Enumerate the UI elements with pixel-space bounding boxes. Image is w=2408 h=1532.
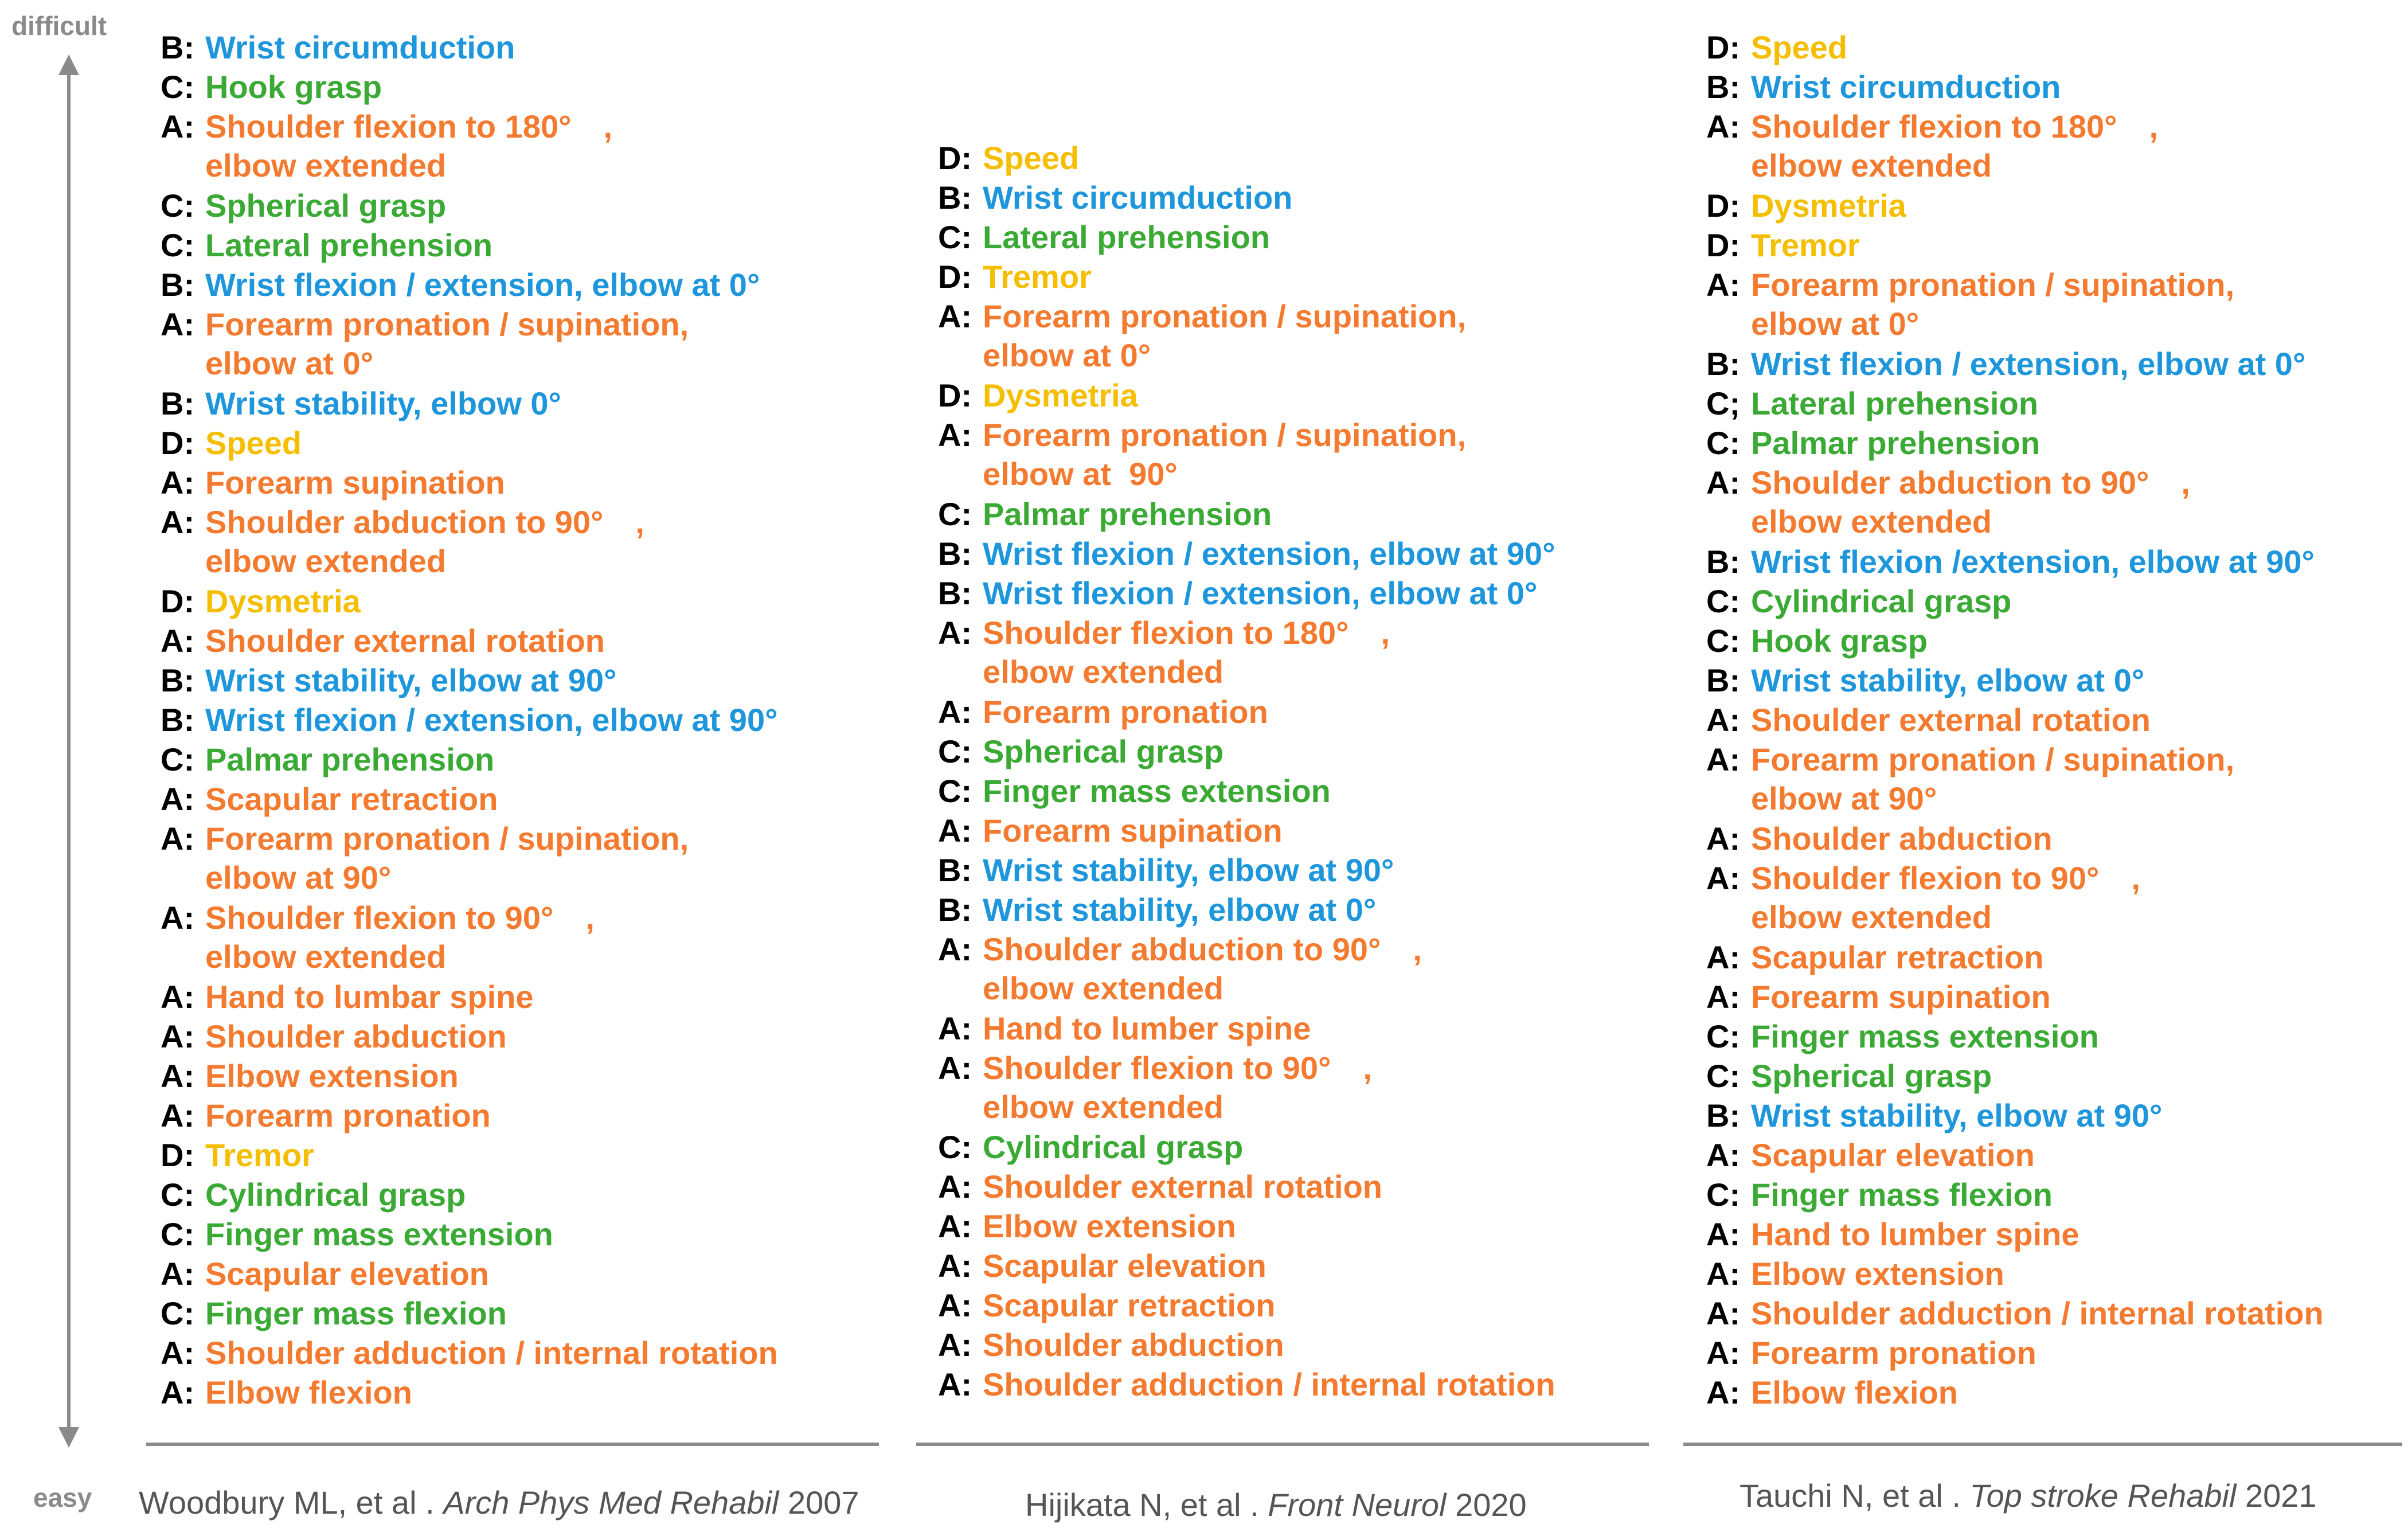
task-item [161, 1018, 778, 1060]
task-label: Finger mass extension [983, 773, 1331, 809]
category-prefix: C: [938, 733, 972, 769]
task-item [1706, 704, 2324, 744]
task-item [161, 662, 778, 704]
task-label: Palmar prehension [983, 496, 1272, 532]
task-label: Elbow flexion [1751, 1374, 1958, 1410]
category-prefix: A: [161, 781, 195, 817]
category-prefix: A: [1706, 820, 1741, 857]
task-label: Cylindrical grasp [205, 1177, 466, 1213]
category-prefix: B: [938, 575, 972, 611]
task-label: Wrist flexion / extension, elbow at 0° [983, 575, 1538, 611]
task-item [938, 733, 1555, 775]
category-prefix: D: [1706, 227, 1741, 263]
task-label: Shoulder abduction to 90° , elbow extended [1751, 464, 2190, 540]
task-item [938, 617, 1555, 696]
category-prefix: A: [161, 306, 195, 342]
task-item [938, 894, 1555, 933]
task-item [938, 933, 1555, 1013]
category-prefix: A: [1706, 108, 1741, 144]
citation-journal: Top stroke Rehabil [1969, 1478, 2237, 1514]
task-item [938, 498, 1555, 538]
category-prefix: A: [161, 1097, 195, 1134]
citation-year: 2020 [1455, 1487, 1527, 1523]
task-item [1706, 1297, 2324, 1337]
category-prefix: B: [161, 29, 195, 65]
task-label: Shoulder external rotation [1751, 702, 2151, 738]
task-item [161, 1337, 778, 1377]
task-item [938, 1168, 1555, 1210]
category-prefix: A: [161, 504, 195, 540]
task-item [161, 820, 778, 902]
task-item [1706, 29, 2324, 71]
category-prefix: B: [1706, 69, 1741, 105]
task-item [1706, 1060, 2324, 1100]
task-label: Forearm pronation [983, 694, 1268, 730]
task-item [161, 704, 778, 744]
category-prefix: C; [1706, 385, 1741, 421]
category-prefix: B: [938, 852, 972, 888]
category-prefix: C: [161, 1216, 195, 1252]
task-label: Palmar prehension [1751, 425, 2040, 461]
task-item [1706, 1258, 2324, 1297]
axis-bottom-label: easy [33, 1483, 92, 1513]
task-item [938, 1366, 1555, 1408]
category-prefix: A: [161, 820, 195, 857]
task-item [938, 1210, 1555, 1250]
task-item [938, 854, 1555, 894]
category-prefix: C: [1706, 1177, 1741, 1213]
task-item [161, 427, 778, 467]
task-item [161, 308, 778, 388]
citation-journal: Front Neurol [1268, 1487, 1447, 1523]
category-prefix: A: [938, 931, 972, 967]
task-label: Dysmetria [983, 377, 1138, 413]
category-prefix: A: [1706, 1216, 1741, 1252]
task-item [161, 741, 778, 783]
task-item [161, 625, 778, 665]
category-prefix: A: [938, 1248, 972, 1284]
task-label: Shoulder flexion to 90° , elbow extended [1751, 860, 2140, 935]
task-item [161, 29, 778, 71]
category-prefix: A: [1706, 267, 1741, 303]
category-prefix: D: [1706, 187, 1741, 224]
task-label: Wrist stability, elbow at 0° [983, 892, 1377, 928]
task-label: Scapular retraction [205, 781, 498, 817]
task-label: Wrist circumduction [1751, 69, 2061, 105]
category-prefix: A: [161, 900, 195, 936]
citation-authors: Hijikata N, et al . [1025, 1487, 1259, 1523]
category-prefix: B: [938, 179, 972, 216]
category-prefix: A: [1706, 702, 1741, 738]
task-item [938, 1250, 1555, 1289]
category-prefix: A: [1706, 741, 1741, 777]
task-label: Scapular elevation [205, 1256, 489, 1292]
task-label: Forearm pronation / supination, elbow at 0° [1751, 267, 2235, 342]
task-label: Shoulder abduction to 90° , elbow extended [983, 931, 1422, 1006]
task-label: Speed [983, 140, 1080, 176]
task-label: Speed [1751, 29, 1848, 65]
task-label: Forearm supination [205, 464, 505, 501]
task-label: Shoulder abduction [1751, 820, 2053, 857]
category-prefix: A: [1706, 1295, 1741, 1331]
task-item [161, 1179, 778, 1218]
category-prefix: B: [1706, 346, 1741, 382]
task-label: Forearm pronation [1751, 1335, 2036, 1371]
citation-year: 2007 [787, 1484, 859, 1521]
task-item [1706, 625, 2324, 665]
task-label: Cylindrical grasp [1751, 583, 2012, 619]
category-prefix: A: [938, 417, 972, 453]
task-label: Scapular elevation [983, 1248, 1266, 1284]
category-prefix: A: [161, 464, 195, 501]
task-label: Forearm pronation [205, 1097, 491, 1134]
category-prefix: D: [938, 140, 972, 176]
task-label: Spherical grasp [983, 733, 1224, 769]
task-item [938, 1131, 1555, 1171]
category-prefix: A: [161, 1058, 195, 1094]
citation-woodbury [139, 1484, 859, 1521]
task-item [1706, 1097, 2324, 1139]
task-label: Wrist stability, elbow at 90° [205, 662, 617, 698]
task-item [1706, 71, 2324, 111]
task-label: Cylindrical grasp [983, 1129, 1244, 1165]
task-label: Elbow extension [983, 1208, 1236, 1244]
task-label: Wrist stability, elbow at 0° [1751, 662, 2145, 698]
task-label: Wrist circumduction [205, 29, 515, 65]
task-label: Elbow extension [205, 1058, 459, 1094]
category-prefix: B: [1706, 662, 1741, 698]
task-label: Palmar prehension [205, 741, 495, 777]
task-item [1706, 1218, 2324, 1258]
category-prefix: D: [161, 583, 195, 619]
task-label: Forearm pronation / supination, elbow at 90° [205, 820, 689, 896]
citation-authors: Tauchi N, et al . [1739, 1478, 1961, 1514]
category-prefix: A: [161, 108, 195, 144]
category-prefix: A: [161, 1374, 195, 1410]
category-prefix: C: [161, 227, 195, 263]
task-item [938, 261, 1555, 300]
task-item [1706, 585, 2324, 625]
category-prefix: A: [938, 1010, 972, 1046]
citation-hijikata [1025, 1486, 1527, 1523]
task-item [938, 696, 1555, 736]
task-item [1706, 1139, 2324, 1179]
task-item [161, 269, 778, 308]
task-item [938, 1289, 1555, 1329]
category-prefix: A: [938, 1208, 972, 1244]
divider-hijikata [916, 1443, 1649, 1446]
task-label: Tremor [983, 259, 1092, 295]
task-item [938, 775, 1555, 815]
task-label: Forearm pronation / supination, elbow at 0° [205, 306, 689, 381]
task-item [1706, 941, 2324, 981]
task-label: Finger mass flexion [1751, 1177, 2053, 1213]
category-prefix: A: [938, 1168, 972, 1205]
task-label: Wrist flexion / extension, elbow at 0° [1751, 346, 2306, 382]
task-item [161, 385, 778, 427]
task-label: Lateral prehension [205, 227, 493, 263]
task-item [1706, 546, 2324, 585]
task-label: Wrist circumduction [983, 179, 1293, 216]
category-prefix: B: [1706, 1097, 1741, 1134]
task-item [938, 300, 1555, 380]
category-prefix: A: [1706, 1374, 1741, 1410]
task-label: Forearm pronation / supination, elbow at 0° [983, 298, 1467, 373]
task-label: Finger mass extension [1751, 1018, 2099, 1054]
task-label: Lateral prehension [983, 219, 1271, 255]
category-prefix: A: [161, 623, 195, 659]
task-item [938, 1052, 1555, 1131]
category-prefix: A: [1706, 939, 1741, 975]
task-label: Wrist stability, elbow 0° [205, 385, 561, 421]
column-tauchi [1706, 29, 2324, 1416]
task-item [161, 1374, 778, 1416]
task-item [161, 1139, 778, 1179]
task-item [1706, 981, 2324, 1021]
task-item [1706, 1179, 2324, 1218]
task-item [1706, 385, 2324, 427]
column-woodbury [161, 29, 778, 1416]
category-prefix: D: [161, 1137, 195, 1173]
task-item [161, 1097, 778, 1139]
divider-tauchi [1683, 1443, 2402, 1446]
task-item [161, 229, 778, 269]
task-item [938, 179, 1555, 221]
category-prefix: A: [161, 1335, 195, 1371]
task-item [1706, 187, 2324, 229]
task-item [1706, 108, 2324, 190]
category-prefix: A: [938, 1050, 972, 1086]
task-label: Shoulder flexion to 180° , elbow extended [1751, 108, 2159, 183]
task-label: Wrist flexion / extension, elbow at 0° [205, 267, 760, 303]
citation-tauchi [1739, 1477, 2317, 1514]
task-item [1706, 862, 2324, 941]
category-prefix: C: [1706, 583, 1741, 619]
task-item [1706, 427, 2324, 467]
category-prefix: A: [1706, 464, 1741, 501]
task-item [161, 1297, 778, 1337]
task-label: Shoulder flexion to 180° , elbow extended [205, 108, 613, 183]
category-prefix: B: [1706, 544, 1741, 580]
task-label: Scapular elevation [1751, 1137, 2035, 1173]
category-prefix: A: [1706, 1256, 1741, 1292]
task-item [1706, 1374, 2324, 1416]
category-prefix: A: [938, 1327, 972, 1363]
column-hijikata [938, 142, 1555, 1408]
task-label: Lateral prehension [1751, 385, 2039, 421]
category-prefix: C: [1706, 1018, 1741, 1054]
task-item [1706, 229, 2324, 269]
task-label: Shoulder adduction / internal rotation [983, 1366, 1555, 1402]
category-prefix: C: [161, 1177, 195, 1213]
task-label: Shoulder adduction / internal rotation [1751, 1295, 2324, 1331]
arrow-down-icon [58, 1427, 79, 1448]
task-item [1706, 820, 2324, 862]
category-prefix: C: [1706, 623, 1741, 659]
category-prefix: A: [938, 615, 972, 651]
task-item [161, 1060, 778, 1100]
category-prefix: A: [1706, 860, 1741, 896]
task-label: Finger mass extension [205, 1216, 553, 1252]
task-label: Hand to lumbar spine [205, 979, 534, 1015]
divider-woodbury [146, 1443, 879, 1446]
category-prefix: C: [938, 219, 972, 255]
category-prefix: B: [938, 892, 972, 928]
task-item [938, 1329, 1555, 1369]
task-label: Hook grasp [205, 69, 382, 105]
category-prefix: A: [161, 979, 195, 1015]
category-prefix: A: [938, 298, 972, 334]
task-label: Wrist flexion / extension, elbow at 90° [205, 702, 778, 738]
category-prefix: D: [938, 377, 972, 413]
task-label: Spherical grasp [205, 187, 447, 224]
task-label: Shoulder external rotation [205, 623, 605, 659]
task-item [1706, 741, 2324, 823]
task-item [938, 142, 1555, 182]
task-label: Hand to lumber spine [1751, 1216, 2079, 1252]
axis-line [67, 72, 71, 1431]
category-prefix: A: [938, 1366, 972, 1402]
task-label: Speed [205, 425, 302, 461]
task-label: Scapular retraction [1751, 939, 2044, 975]
task-item [161, 108, 778, 190]
task-item [1706, 1018, 2324, 1060]
task-label: Forearm pronation / supination, elbow at 90° [983, 417, 1467, 492]
task-item [161, 902, 778, 981]
task-item [1706, 269, 2324, 348]
task-label: Dysmetria [205, 583, 361, 619]
task-label: Forearm supination [1751, 979, 2051, 1015]
category-prefix: C: [161, 741, 195, 777]
task-label: Shoulder external rotation [983, 1168, 1382, 1205]
task-item [1706, 464, 2324, 546]
task-label: Elbow extension [1751, 1256, 2004, 1292]
category-prefix: A: [161, 1256, 195, 1292]
task-item [161, 783, 778, 823]
category-prefix: A: [161, 1018, 195, 1054]
citation-authors: Woodbury ML, et al . [139, 1484, 435, 1521]
task-item [161, 506, 778, 585]
task-item [161, 1218, 778, 1258]
category-prefix: C: [1706, 425, 1741, 461]
category-prefix: A: [938, 812, 972, 849]
task-item [1706, 348, 2324, 388]
task-label: Tremor [205, 1137, 314, 1173]
task-item [1706, 1337, 2324, 1377]
task-label: Hook grasp [1751, 623, 1928, 659]
category-prefix: C: [161, 1295, 195, 1331]
task-item [161, 585, 778, 625]
category-prefix: B: [161, 385, 195, 421]
category-prefix: B: [938, 536, 972, 572]
task-item [161, 71, 778, 111]
task-item [161, 981, 778, 1021]
task-item [938, 1010, 1555, 1052]
category-prefix: A: [1706, 979, 1741, 1015]
task-label: Wrist flexion / extension, elbow at 90° [983, 536, 1555, 572]
category-prefix: B: [161, 662, 195, 698]
task-label: Shoulder flexion to 180° , elbow extended [983, 615, 1390, 690]
task-label: Dysmetria [1751, 187, 1906, 224]
category-prefix: C: [938, 1129, 972, 1165]
category-prefix: B: [161, 702, 195, 738]
task-item [938, 538, 1555, 577]
category-prefix: A: [938, 694, 972, 730]
task-label: Elbow flexion [205, 1374, 412, 1410]
category-prefix: D: [1706, 29, 1741, 65]
axis-top-label: difficult [11, 11, 107, 41]
task-item [938, 377, 1555, 419]
category-prefix: D: [938, 259, 972, 295]
task-label: Forearm supination [983, 812, 1283, 849]
citation-journal: Arch Phys Med Rehabil [443, 1484, 779, 1521]
category-prefix: D: [161, 425, 195, 461]
task-label: Scapular retraction [983, 1287, 1276, 1323]
task-label: Wrist stability, elbow at 90° [1751, 1097, 2163, 1134]
task-item [161, 1258, 778, 1297]
category-prefix: A: [938, 1287, 972, 1323]
task-item [938, 221, 1555, 261]
category-prefix: C: [161, 69, 195, 105]
category-prefix: A: [1706, 1137, 1741, 1173]
task-item [1706, 662, 2324, 704]
category-prefix: B: [161, 267, 195, 303]
task-label: Hand to lumber spine [983, 1010, 1311, 1046]
task-label: Shoulder abduction [983, 1327, 1284, 1363]
category-prefix: C: [1706, 1058, 1741, 1094]
task-item [938, 577, 1555, 617]
task-label: Wrist stability, elbow at 90° [983, 852, 1394, 888]
task-label: Spherical grasp [1751, 1058, 1992, 1094]
citation-year: 2021 [2245, 1478, 2317, 1514]
category-prefix: C: [161, 187, 195, 224]
task-label: Shoulder abduction [205, 1018, 507, 1054]
category-prefix: C: [938, 773, 972, 809]
task-item [938, 419, 1555, 498]
task-label: Forearm pronation / supination, elbow at 90° [1751, 741, 2235, 816]
task-label: Shoulder flexion to 90° , elbow extended [205, 900, 595, 975]
task-item [161, 464, 778, 506]
category-prefix: C: [938, 496, 972, 532]
category-prefix: A: [1706, 1335, 1741, 1371]
task-label: Finger mass flexion [205, 1295, 507, 1331]
task-label: Shoulder flexion to 90° , elbow extended [983, 1050, 1372, 1125]
task-label: Shoulder adduction / internal rotation [205, 1335, 778, 1371]
task-item [938, 812, 1555, 854]
task-item [161, 187, 778, 229]
task-label: Shoulder abduction to 90° , elbow extended [205, 504, 644, 579]
task-label: Tremor [1751, 227, 1860, 263]
task-label: Wrist flexion /extension, elbow at 90° [1751, 544, 2315, 580]
